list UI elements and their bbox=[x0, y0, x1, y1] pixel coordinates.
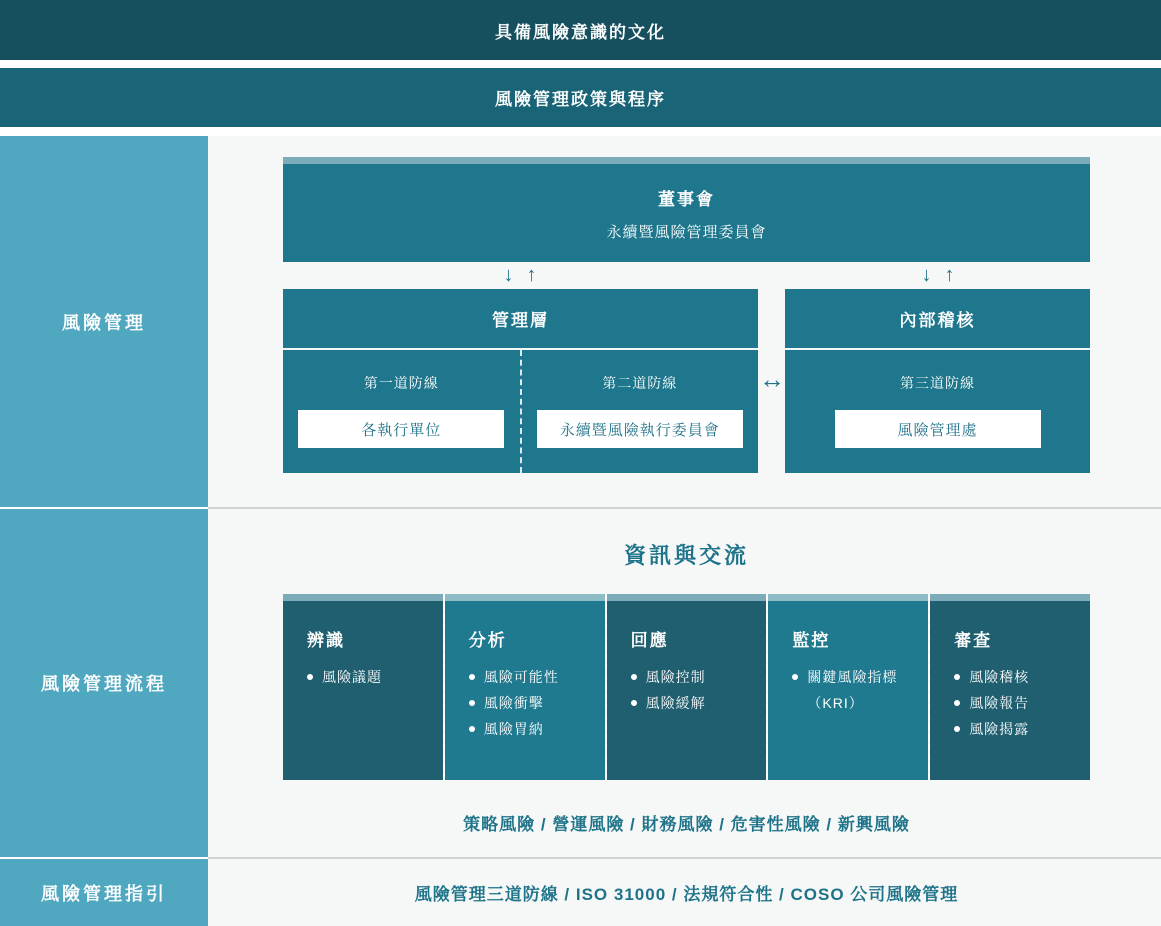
sidebar-section-risk-guidelines bbox=[0, 859, 208, 926]
content-area bbox=[0, 136, 1161, 926]
step-identify-column bbox=[283, 594, 443, 780]
bullet-icon bbox=[469, 726, 475, 732]
bullet-icon bbox=[307, 674, 313, 680]
sidebar bbox=[0, 136, 208, 926]
step-monitor-column bbox=[766, 594, 928, 780]
column-accent-strip bbox=[283, 594, 443, 601]
process-columns bbox=[283, 594, 1090, 780]
execution-units-box: 各執行單位 bbox=[298, 410, 504, 448]
banner-gap bbox=[0, 60, 1161, 68]
defense-line-label: 第一道防線 bbox=[363, 375, 439, 391]
board-audit-arrows bbox=[898, 261, 978, 289]
bullet-icon bbox=[469, 674, 475, 680]
first-line-of-defense-cell bbox=[283, 350, 520, 473]
column-accent-strip bbox=[607, 594, 767, 601]
board-box bbox=[283, 157, 1090, 262]
list-item: 風險衝擊 bbox=[469, 690, 595, 716]
culture-banner-label: 具備風險意識的文化 bbox=[495, 22, 666, 42]
step-review-column bbox=[928, 594, 1090, 780]
board-accent-strip bbox=[283, 157, 1090, 164]
governance-section bbox=[208, 136, 1161, 507]
defense-line-label: 第三道防線 bbox=[900, 375, 975, 391]
left-right-arrow-icon: ↔ bbox=[759, 364, 785, 394]
step-heading: 監控 bbox=[792, 631, 831, 650]
down-arrow-icon: ↓ bbox=[503, 263, 514, 286]
main-panel bbox=[208, 136, 1161, 926]
policy-banner bbox=[0, 68, 1161, 127]
guidelines-section bbox=[208, 859, 1161, 926]
process-title: 資訊與交流 bbox=[623, 543, 749, 568]
step-item-list bbox=[469, 664, 595, 742]
sidebar-label: 風險管理指引 bbox=[41, 883, 167, 904]
process-inner bbox=[283, 539, 1090, 835]
sidebar-label: 風險管理 bbox=[62, 312, 146, 333]
step-heading: 分析 bbox=[468, 631, 507, 650]
sidebar-label: 風險管理流程 bbox=[41, 674, 167, 694]
down-arrow-icon: ↓ bbox=[921, 263, 932, 286]
bullet-icon bbox=[469, 700, 475, 706]
bullet-icon bbox=[954, 700, 960, 706]
risk-types-text: 策略風險 / 營運風險 / 財務風險 / 危害性風險 / 新興風險 bbox=[463, 815, 910, 834]
up-arrow-icon: ↑ bbox=[526, 263, 537, 286]
culture-banner bbox=[0, 0, 1161, 60]
management-body bbox=[283, 350, 758, 473]
column-accent-strip bbox=[445, 594, 605, 601]
list-item: 風險控制 bbox=[631, 664, 757, 690]
step-heading: 審查 bbox=[954, 631, 993, 650]
step-item-list bbox=[631, 664, 757, 716]
policy-banner-label: 風險管理政策與程序 bbox=[495, 90, 666, 109]
list-item: 風險緩解 bbox=[631, 690, 757, 716]
list-item: 風險揭露 bbox=[954, 716, 1080, 742]
risk-management-office-box: 風險管理處 bbox=[835, 410, 1041, 448]
board-body bbox=[283, 164, 1090, 262]
board-management-arrows bbox=[480, 261, 560, 289]
banner-gap bbox=[0, 127, 1161, 136]
internal-audit-title: 內部稽核 bbox=[785, 289, 1090, 350]
list-item: 風險議題 bbox=[307, 664, 433, 690]
up-arrow-icon: ↑ bbox=[944, 263, 955, 286]
bullet-icon bbox=[792, 674, 798, 680]
guidelines-text: 風險管理三道防線 / ISO 31000 / 法規符合性 / COSO 公司風險管理 bbox=[414, 885, 959, 904]
step-item-list bbox=[954, 664, 1080, 742]
list-item: 關鍵風險指標 bbox=[792, 664, 918, 690]
board-subtitle: 永續暨風險管理委員會 bbox=[606, 223, 767, 241]
risk-execution-committee-box: 永續暨風險執行委員會 bbox=[537, 410, 743, 448]
step-heading: 回應 bbox=[630, 631, 669, 650]
internal-audit-body bbox=[785, 350, 1090, 473]
step-heading: 辨識 bbox=[307, 631, 345, 650]
board-title: 董事會 bbox=[658, 189, 715, 209]
bullet-icon bbox=[631, 700, 637, 706]
internal-audit-box bbox=[785, 289, 1090, 473]
list-item: 風險可能性 bbox=[469, 664, 595, 690]
list-item: 風險報告 bbox=[954, 690, 1080, 716]
second-line-of-defense-cell bbox=[520, 350, 759, 473]
process-section bbox=[208, 509, 1161, 857]
management-box bbox=[283, 289, 758, 473]
bullet-icon bbox=[954, 674, 960, 680]
bullet-icon bbox=[631, 674, 637, 680]
list-item-continuation: （KRI） bbox=[807, 695, 864, 711]
step-item-list bbox=[307, 664, 433, 690]
third-line-of-defense-cell bbox=[785, 350, 1090, 473]
column-accent-strip bbox=[930, 594, 1090, 601]
column-accent-strip bbox=[768, 594, 928, 601]
list-item: 風險稽核 bbox=[954, 664, 1080, 690]
list-item: 風險胃納 bbox=[469, 716, 595, 742]
defense-line-label: 第二道防線 bbox=[602, 375, 678, 391]
step-item-list bbox=[792, 664, 918, 716]
management-title: 管理層 bbox=[283, 289, 758, 350]
bullet-icon bbox=[954, 726, 960, 732]
step-analyze-column bbox=[443, 594, 605, 780]
sidebar-section-risk-process bbox=[0, 509, 208, 857]
sidebar-section-risk-management bbox=[0, 136, 208, 507]
step-respond-column bbox=[605, 594, 767, 780]
